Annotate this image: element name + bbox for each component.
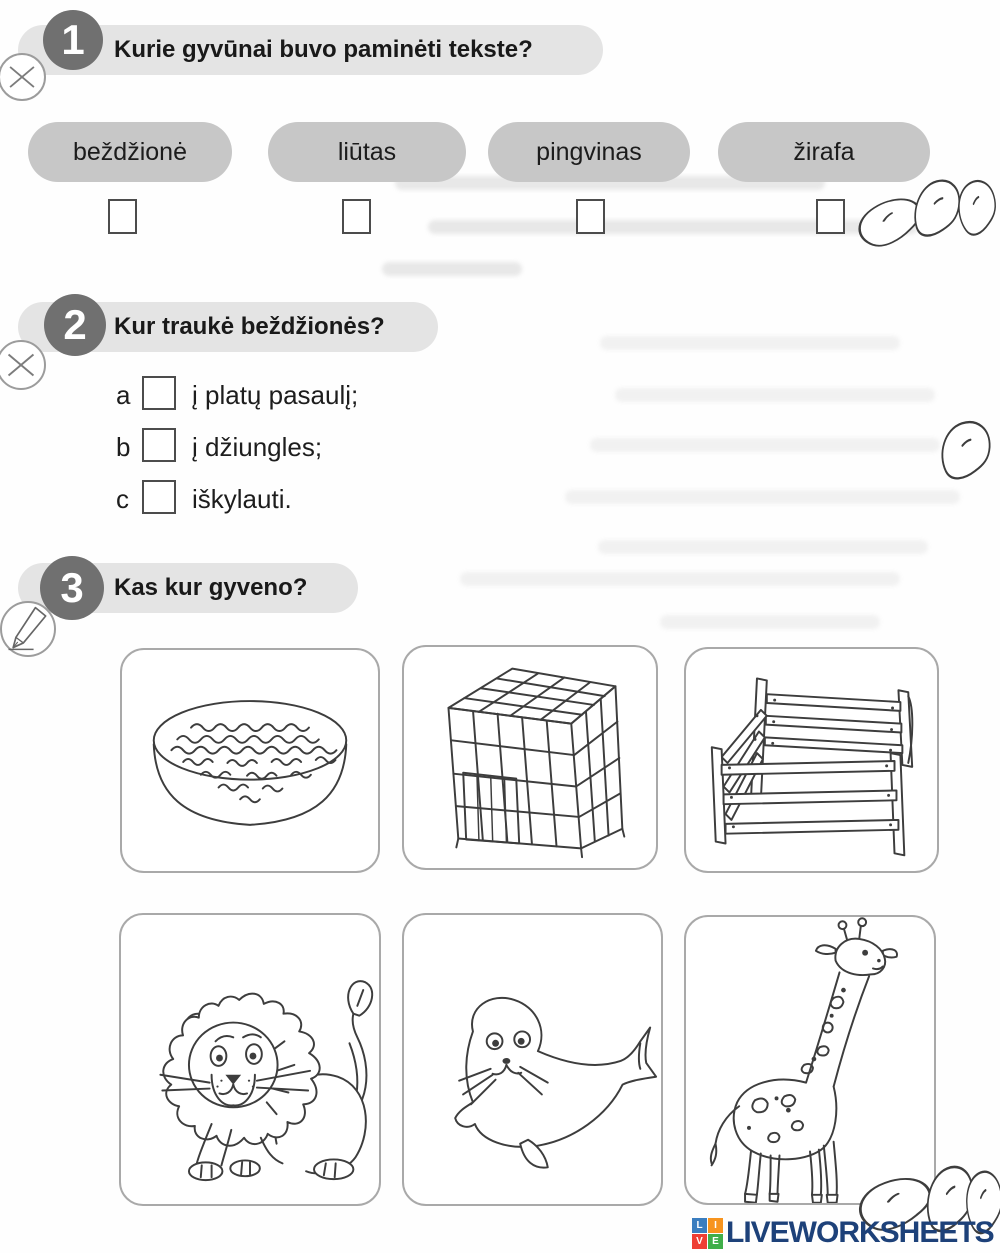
bean-cluster [848,172,1000,252]
bleed-through-mark [660,615,880,629]
x-mark-icon [0,340,46,390]
exercise-1-title: Kurie gyvūnai buvo paminėti tekste? [114,36,533,63]
option-letter-c: c [116,484,129,514]
exercise-3-title: Kas kur gyveno? [114,574,308,601]
bean-icon [931,412,999,493]
answer-checkbox-c[interactable] [142,480,176,514]
option-label-bezdzione: beždžionė [28,122,232,182]
option-label-zirafa: žirafa [718,122,930,182]
picture-box-pen[interactable] [684,647,939,873]
pool-illustration [122,650,378,871]
liveworksheets-logo [692,1216,994,1250]
bleed-through-mark [565,490,960,504]
bean-icon [951,174,1000,246]
liveworksheets-logo-icon [692,1218,723,1249]
picture-box-pool[interactable] [120,648,380,873]
bleed-through-mark [615,388,935,402]
bleed-through-mark [598,540,928,554]
logo-square-l: L [692,1218,707,1233]
wooden-pen-illustration [686,649,937,871]
cage-illustration [404,647,656,868]
option-label-a: į platų pasaulį; [192,380,359,410]
logo-square-i: I [708,1218,723,1233]
option-label-c: iškylauti. [192,484,292,514]
picture-box-lion[interactable] [119,913,381,1206]
picture-box-cage[interactable] [402,645,658,870]
option-label-liutas: liūtas [268,122,466,182]
picture-box-seal[interactable] [402,913,663,1206]
logo-square-v: V [692,1234,707,1249]
pencil-icon [0,601,56,657]
x-mark-icon [0,53,46,101]
answer-checkbox-zirafa[interactable] [816,199,845,234]
answer-checkbox-liutas[interactable] [342,199,371,234]
answer-checkbox-pingvinas[interactable] [576,199,605,234]
answer-checkbox-bezdzione[interactable] [108,199,137,234]
liveworksheets-logo-text: LIVEWORKSHEETS [726,1216,994,1249]
bleed-through-mark [460,572,900,586]
option-letter-b: b [116,432,131,462]
exercise-1-number: 1 [43,10,103,70]
exercise-1-banner [18,25,603,75]
option-label-b: į džiungles; [192,432,323,462]
seal-illustration [404,915,661,1204]
exercise-2-number: 2 [44,294,106,356]
answer-checkbox-b[interactable] [142,428,176,462]
option-letter-a: a [116,380,131,410]
bleed-through-mark [590,438,940,452]
bleed-through-mark [600,336,900,350]
logo-square-e: E [708,1234,723,1249]
bleed-through-mark [382,262,522,276]
option-label-pingvinas: pingvinas [488,122,690,182]
exercise-3-number: 3 [40,556,104,620]
exercise-2-title: Kur traukė beždžionės? [114,313,385,340]
lion-illustration [121,915,379,1204]
answer-checkbox-a[interactable] [142,376,176,410]
